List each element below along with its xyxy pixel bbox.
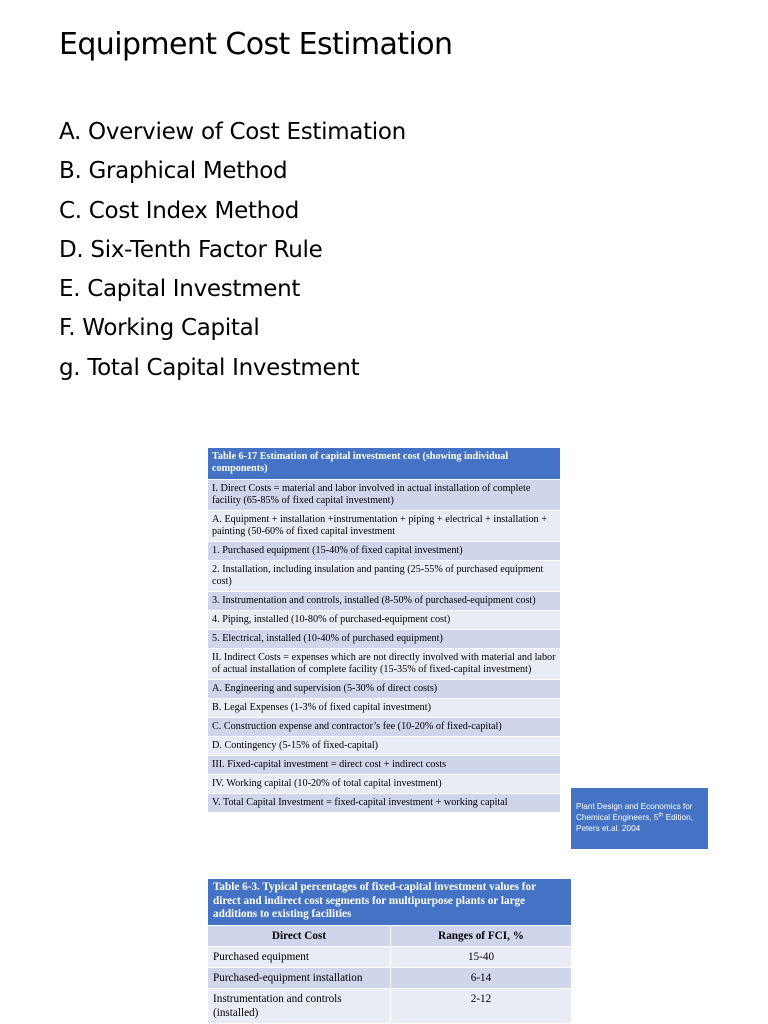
outline-item: F. Working Capital [59, 315, 260, 342]
page-title: Equipment Cost Estimation [59, 27, 453, 62]
reference-text: Edition, Peters et.al. 2004 [576, 813, 693, 833]
reference-superscript: th [658, 812, 664, 819]
table-cell: 15-40 [391, 946, 572, 967]
capital-investment-table [208, 448, 560, 813]
outline-item: g. Total Capital Investment [59, 354, 360, 381]
outline-item: C. Cost Index Method [59, 197, 300, 224]
topic-outline [59, 114, 406, 389]
table-cell: Purchased equipment [208, 946, 391, 967]
outline-item: D. Six-Tenth Factor Rule [59, 236, 323, 263]
table-row: B. Legal Expenses (1-3% of fixed capital investment) [208, 699, 560, 718]
table-cell: 6-14 [391, 967, 572, 988]
table-row: IV. Working capital (10-20% of total capital investment) [208, 775, 560, 794]
outline-item: A. Overview of Cost Estimation [59, 119, 406, 145]
table-caption: Table 6-17 Estimation of capital investment cost (showing individual components) [208, 448, 560, 480]
table-row: C. Construction expense and contractor’s fee (10-20% of fixed-capital) [208, 718, 560, 737]
table-row: A. Engineering and supervision (5-30% of direct costs) [208, 680, 560, 699]
table-row: II. Indirect Costs = expenses which are not directly involved with material and labor of actual installation of complete facility (15-35% of fixed-capital investment) [208, 649, 560, 680]
column-header: Ranges of FCI, % [391, 925, 572, 946]
table-row: 5. Electrical, installed (10-40% of purchased equipment) [208, 630, 560, 649]
outline-item: E. Capital Investment [59, 276, 301, 303]
table-caption: Table 6-3. Typical percentages of fixed-capital investment values for direct and indirect cost segments for multipurpose plants or large additions to existing facilities [208, 879, 571, 925]
table-row: D. Contingency (5-15% of fixed-capital) [208, 737, 560, 756]
table-row: A. Equipment + installation +instrumentation + piping + electrical + installation + painting (50-60% of fixed capital investment [208, 511, 560, 542]
fci-percentages-table [208, 879, 571, 1024]
table-row: 3. Instrumentation and controls, installed (8-50% of purchased-equipment cost) [208, 592, 560, 611]
reference-text: Plant Design and Economics for Chemical Engineers, 5 [576, 802, 693, 822]
table-cell: Instrumentation and controls (installed) [208, 988, 391, 1023]
column-header: Direct Cost [208, 925, 391, 946]
outline-item: B. Graphical Method [59, 158, 288, 185]
table-cell: Purchased-equipment installation [208, 967, 391, 988]
table-row: III. Fixed-capital investment = direct cost + indirect costs [208, 756, 560, 775]
table-row: 2. Installation, including insulation and panting (25-55% of purchased equipment cost) [208, 561, 560, 592]
reference-note [571, 788, 708, 849]
table-row: I. Direct Costs = material and labor involved in actual installation of complete facility (65-85% of fixed capital investment) [208, 480, 560, 511]
table-cell: 2-12 [391, 988, 572, 1023]
table-row: 1. Purchased equipment (15-40% of fixed capital investment) [208, 542, 560, 561]
table-row: V. Total Capital Investment = fixed-capital investment + working capital [208, 794, 560, 813]
table-row: 4. Piping, installed (10-80% of purchased-equipment cost) [208, 611, 560, 630]
